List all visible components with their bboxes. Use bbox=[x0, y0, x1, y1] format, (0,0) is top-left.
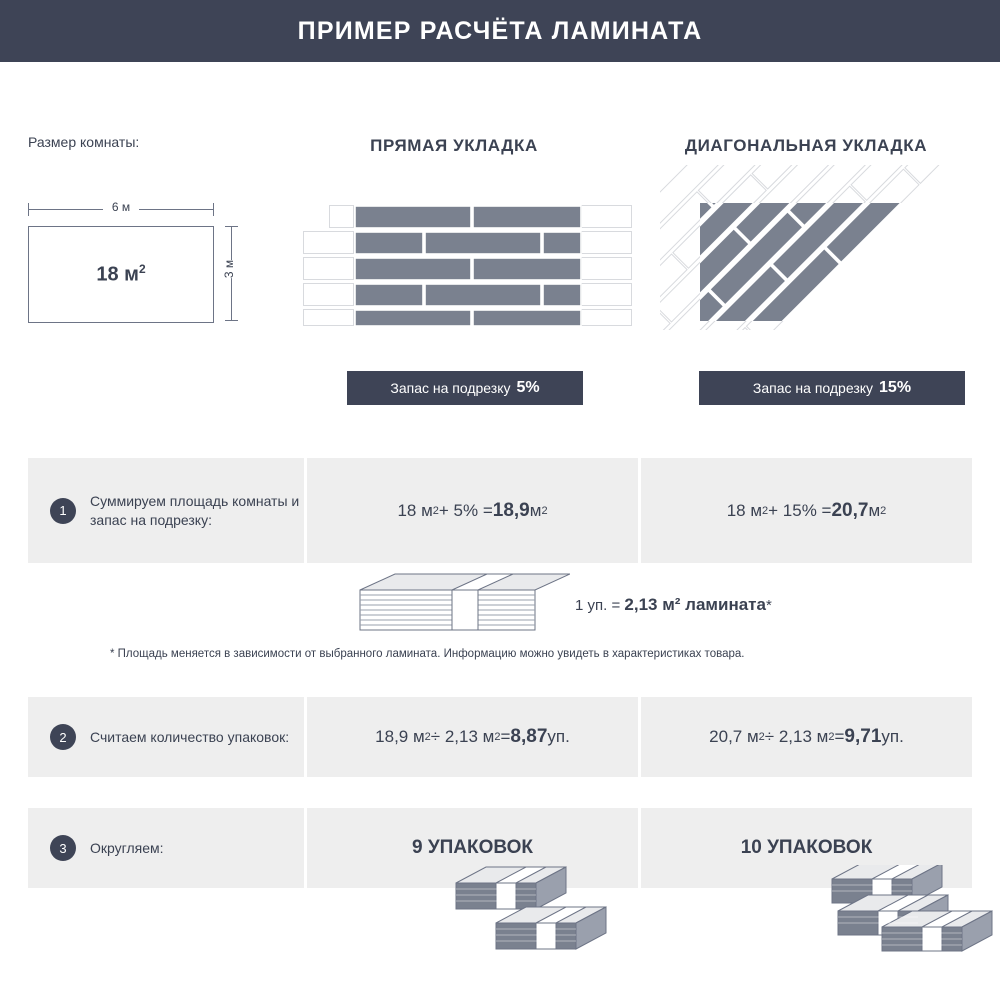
step-2-text: Считаем количество упаковок: bbox=[90, 728, 290, 745]
straight-pattern-svg bbox=[303, 203, 633, 328]
reserve-badge-straight-value: 5% bbox=[516, 379, 540, 396]
pack-stack-straight bbox=[448, 865, 624, 955]
step-2-diagonal-prefix: 20,7 м bbox=[709, 727, 759, 746]
pack-caption-star: * bbox=[765, 597, 772, 614]
step-2-number: 2 bbox=[50, 724, 76, 750]
step-3-straight-result: 9 УПАКОВОК bbox=[304, 808, 638, 888]
step-2-diagonal-result: 9,71 bbox=[844, 726, 882, 747]
pack-caption-prefix: 1 уп. = bbox=[575, 597, 625, 614]
step-1-straight-sup2: 2 bbox=[541, 504, 548, 517]
step-row-1 bbox=[28, 458, 972, 563]
step-1-diagonal-prefix: 18 м bbox=[726, 500, 763, 520]
step-3-label-cell bbox=[28, 808, 304, 888]
step-2-diagonal-sup1: 2 bbox=[758, 731, 765, 743]
step-2-diagonal-mid: ÷ 2,13 м bbox=[764, 727, 829, 746]
step-2-straight-calc bbox=[304, 697, 638, 777]
pack-stack-straight-svg bbox=[448, 865, 624, 955]
step-1-text: Суммируем площадь комнаты и запас на подрезку: bbox=[90, 492, 300, 528]
step-2-diagonal-unit: уп. bbox=[881, 727, 904, 746]
room-height-value: 3 м bbox=[222, 259, 237, 279]
pack-svg bbox=[340, 572, 570, 637]
page-header bbox=[0, 0, 1000, 62]
straight-layout-diagram bbox=[303, 203, 633, 328]
column-title-diagonal: ДИАГОНАЛЬНАЯ УКЛАДКА bbox=[684, 136, 928, 155]
room-width-dimension bbox=[28, 200, 214, 218]
step-1-straight-calc bbox=[304, 458, 638, 563]
step-2-diagonal-eq: = bbox=[834, 727, 845, 746]
step-2-diagonal-calc bbox=[638, 697, 972, 777]
step-1-number: 1 bbox=[50, 498, 76, 524]
step-2-straight-sup1: 2 bbox=[424, 731, 431, 743]
step-1-straight-mid: + 5% = bbox=[438, 500, 493, 520]
step-3-diagonal-result: 10 УПАКОВОК bbox=[638, 808, 972, 888]
step-2-straight-eq: = bbox=[500, 727, 511, 746]
reserve-badge-diagonal-label: Запас на подрезку bbox=[752, 380, 874, 396]
step-2-straight-unit: уп. bbox=[547, 727, 570, 746]
step-2-straight-mid: ÷ 2,13 м bbox=[430, 727, 495, 746]
pack-footnote: * Площадь меняется в зависимости от выбранного ламината. Информацию можно увидеть в характеристиках товара. bbox=[110, 648, 745, 660]
room-size-label: Размер комнаты: bbox=[28, 134, 140, 150]
step-2-straight-sup2: 2 bbox=[494, 731, 501, 743]
step-1-diagonal-unit: м bbox=[868, 500, 881, 520]
page-title: ПРИМЕР РАСЧЁТА ЛАМИНАТА bbox=[297, 16, 703, 45]
step-2-straight-result: 8,87 bbox=[510, 726, 548, 747]
step-2-diagonal-sup2: 2 bbox=[828, 731, 835, 743]
room-width-value: 6 м bbox=[103, 200, 139, 214]
diagonal-pattern-svg bbox=[660, 165, 980, 330]
step-1-straight-prefix: 18 м bbox=[397, 500, 433, 520]
step-1-diagonal-sup2: 2 bbox=[880, 504, 887, 517]
room-rectangle bbox=[28, 226, 214, 323]
step-1-diagonal-mid: + 15% = bbox=[768, 500, 832, 520]
step-row-2 bbox=[28, 697, 972, 777]
step-1-straight-unit: м bbox=[529, 500, 542, 520]
dimension-cap-right bbox=[213, 203, 214, 216]
dimension-cap-bottom bbox=[225, 320, 238, 321]
step-3-text: Округляем: bbox=[90, 839, 164, 856]
step-1-label-cell bbox=[28, 458, 304, 563]
pack-area-caption bbox=[575, 595, 772, 615]
step-1-straight-result: 18,9 bbox=[492, 499, 530, 521]
step-1-straight-sup1: 2 bbox=[432, 504, 439, 517]
column-title-straight: ПРЯМАЯ УКЛАДКА bbox=[370, 136, 538, 155]
reserve-badge-diagonal bbox=[699, 371, 965, 405]
step-1-diagonal-calc bbox=[638, 458, 972, 563]
step-1-diagonal-result: 20,7 bbox=[831, 499, 869, 521]
diagonal-layout-diagram bbox=[660, 165, 980, 330]
dimension-cap-left bbox=[28, 203, 29, 216]
room-height-dimension bbox=[222, 226, 240, 321]
room-area-value bbox=[96, 262, 145, 287]
room-area-number: 18 м bbox=[96, 263, 139, 286]
step-2-label-cell bbox=[28, 697, 304, 777]
step-1-diagonal-sup1: 2 bbox=[762, 504, 769, 517]
pack-stack-diagonal bbox=[830, 865, 1000, 955]
step-2-straight-prefix: 18,9 м bbox=[375, 727, 425, 746]
pack-stack-diagonal-svg bbox=[830, 865, 1000, 955]
laminate-pack-illustration bbox=[340, 572, 570, 637]
reserve-badge-diagonal-value: 15% bbox=[879, 379, 912, 396]
pack-caption-value: 2,13 м² ламината bbox=[624, 595, 766, 614]
reserve-badge-straight-label: Запас на подрезку bbox=[390, 380, 511, 396]
room-area-superscript: 2 bbox=[138, 262, 146, 277]
step-3-number: 3 bbox=[50, 835, 76, 861]
reserve-badge-straight bbox=[347, 371, 583, 405]
dimension-cap-top bbox=[225, 226, 238, 227]
